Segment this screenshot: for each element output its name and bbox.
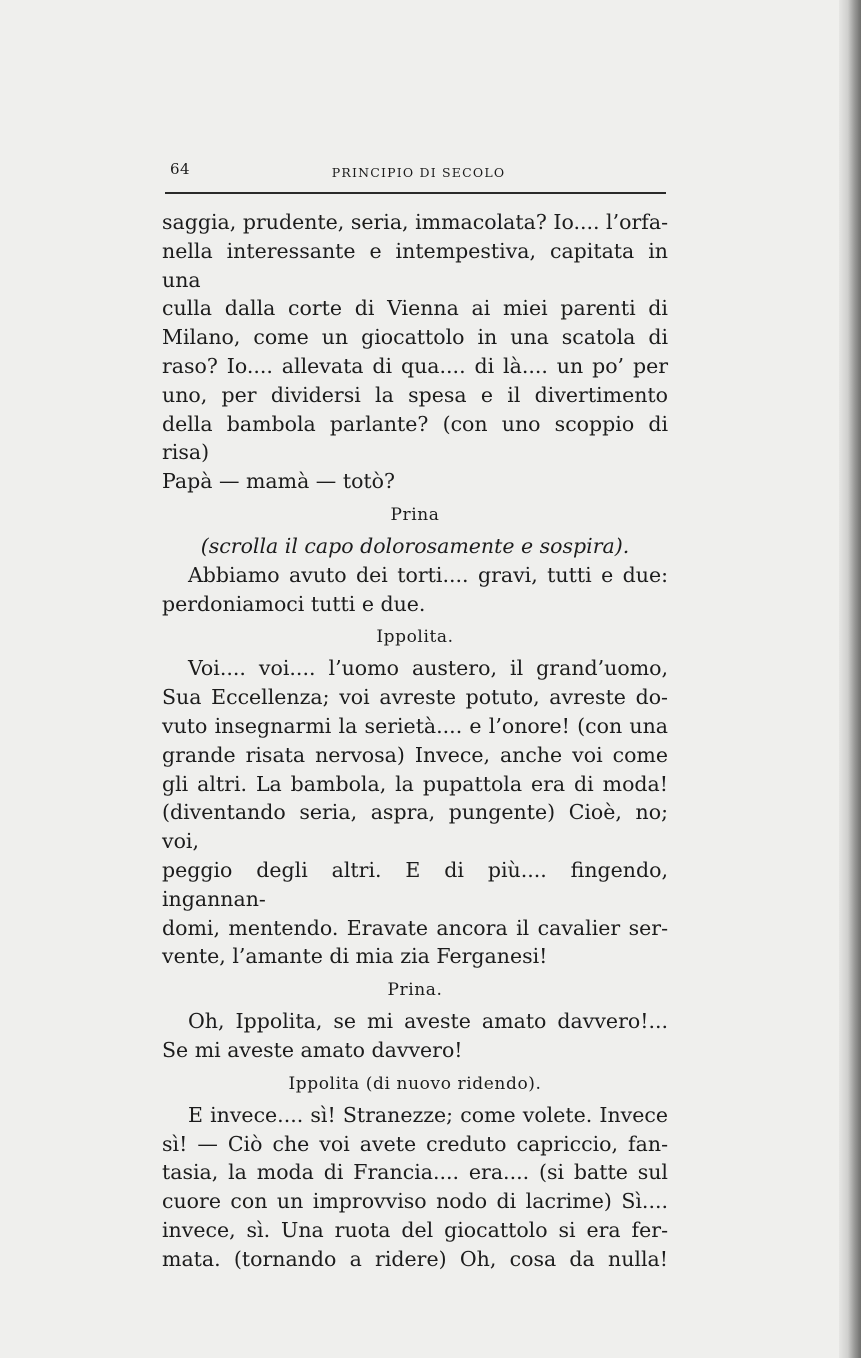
text-line: gli altri. La bambola, la pupattola era di moda! bbox=[162, 771, 668, 796]
text-line: mata. (tornando a ridere) Oh, cosa da nulla! bbox=[162, 1246, 668, 1271]
text-line: Oh, Ippolita, se mi aveste amato davvero!... bbox=[188, 1009, 668, 1034]
book-spine-shadow bbox=[839, 0, 861, 1358]
dialogue-paragraph bbox=[162, 1101, 668, 1274]
speaker-name: Ippolita. bbox=[376, 627, 454, 648]
speaker-name: Prina bbox=[390, 504, 440, 525]
dialogue-paragraph bbox=[162, 208, 668, 496]
text-line: perdoniamoci tutti e due. bbox=[162, 591, 426, 616]
text-line: raso? Io.... allevata di qua.... di là.... un po’ per bbox=[162, 353, 668, 378]
stage-direction: (scrolla il capo dolorosamente e sospira). bbox=[200, 533, 630, 558]
text-line: tasia, la moda di Francia.... era.... (si batte sul bbox=[162, 1160, 668, 1185]
text-line: Papà — mamà — totò? bbox=[162, 469, 395, 494]
text-line: Abbiamo avuto dei torti.... gravi, tutti e due: bbox=[188, 562, 668, 587]
text-line: Se mi aveste amato davvero! bbox=[162, 1037, 463, 1062]
text-line: invece, sì. Una ruota del giocattolo si era fer- bbox=[162, 1217, 668, 1242]
text-line: Voi.... voi.... l’uomo austero, il grand’uomo, bbox=[188, 656, 668, 681]
page-header bbox=[170, 158, 667, 188]
text-line: nella interessante e intempestiva, capitata in una bbox=[162, 238, 668, 292]
text-line: della bambola parlante? (con uno scoppio di risa) bbox=[162, 411, 668, 465]
text-line: domi, mentendo. Eravate ancora il cavalier ser- bbox=[162, 915, 668, 940]
text-line: vente, l’amante di mia zia Ferganesi! bbox=[162, 944, 548, 969]
text-line: Sua Eccellenza; voi avreste potuto, avreste do- bbox=[162, 685, 668, 710]
header-rule bbox=[165, 192, 666, 194]
text-line: saggia, prudente, seria, immacolata? Io.... l’orfa- bbox=[162, 210, 668, 234]
text-line: peggio degli altri. E di più.... fingendo, ingannan- bbox=[162, 857, 668, 911]
play-text bbox=[162, 208, 668, 1274]
text-line: E invece.... sì! Stranezze; come volete. Invece bbox=[188, 1102, 668, 1127]
text-line: grande risata nervosa) Invece, anche voi come bbox=[162, 742, 668, 767]
dialogue-paragraph bbox=[162, 1007, 668, 1065]
dialogue-paragraph bbox=[162, 654, 668, 971]
text-line: (diventando seria, aspra, pungente) Cioè, no; voi, bbox=[162, 800, 668, 854]
speaker-name: Ippolita (di nuovo ridendo). bbox=[288, 1073, 542, 1094]
text-line: Milano, come un giocattolo in una scatola di bbox=[162, 325, 668, 350]
running-title: PRINCIPIO DI SECOLO bbox=[331, 165, 506, 180]
text-line: sì! — Ciò che voi avete creduto capriccio, fan- bbox=[162, 1131, 668, 1156]
speaker-name: Prina. bbox=[387, 980, 443, 1001]
text-line: vuto insegnarmi la serietà.... e l’onore! (con una bbox=[162, 713, 668, 738]
text-line: uno, per dividersi la spesa e il divertimento bbox=[162, 382, 668, 407]
text-line: cuore con un improvviso nodo di lacrime) Sì.... bbox=[162, 1189, 668, 1214]
text-line: culla dalla corte di Vienna ai miei parenti di bbox=[162, 296, 668, 321]
dialogue-paragraph bbox=[162, 561, 668, 619]
page-number: 64 bbox=[170, 160, 191, 178]
